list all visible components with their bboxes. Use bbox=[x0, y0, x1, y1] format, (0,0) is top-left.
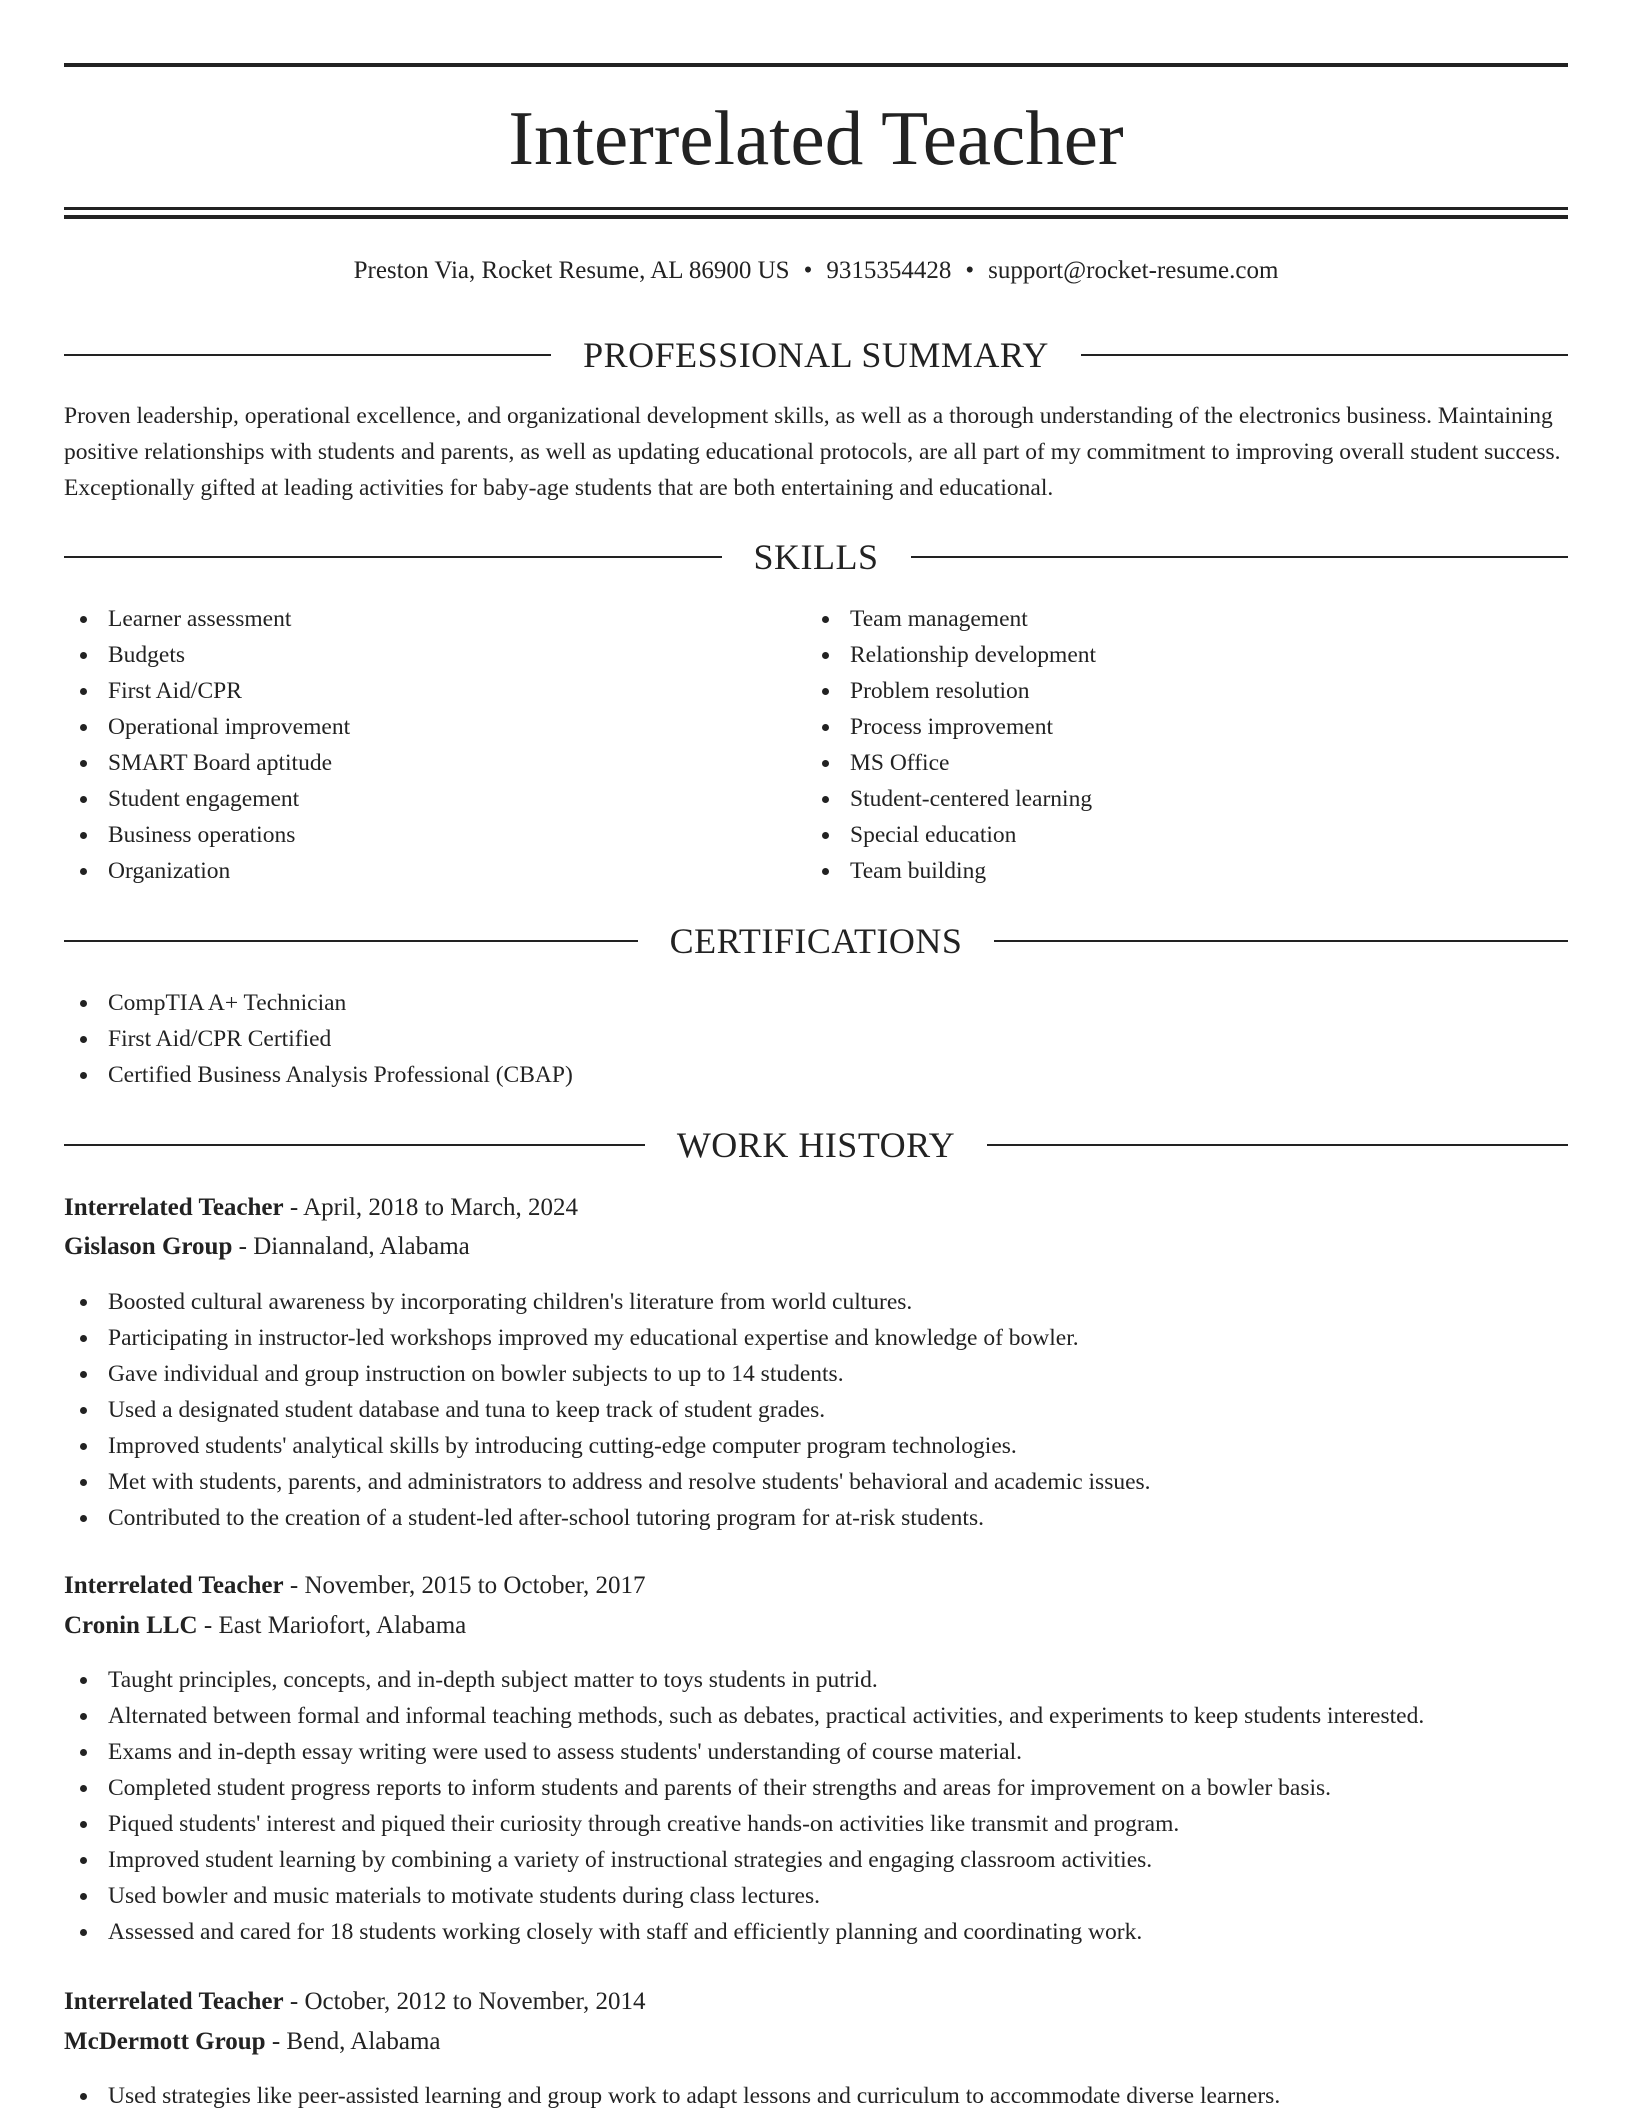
heading-rule bbox=[994, 940, 1568, 942]
summary-title: PROFESSIONAL SUMMARY bbox=[583, 335, 1049, 375]
job-company: McDermott Group bbox=[64, 2028, 266, 2055]
job-bullet: Used strategies like peer-assisted learning and group work to adapt lessons and curriculum to accommodate diverse learners. bbox=[64, 2078, 1568, 2114]
skill-item: Learner assessment bbox=[64, 601, 804, 637]
job-bullet: Improved students' analytical skills by introducing cutting-edge computer program technologies. bbox=[64, 1428, 1568, 1464]
certifications-title: CERTIFICATIONS bbox=[669, 921, 963, 961]
skill-item: First Aid/CPR bbox=[64, 673, 804, 709]
top-rule bbox=[64, 63, 1568, 67]
skill-item: MS Office bbox=[806, 745, 1546, 781]
skill-item: Team management bbox=[806, 601, 1546, 637]
skill-item: Problem resolution bbox=[806, 673, 1546, 709]
certifications-list bbox=[64, 985, 1568, 1093]
certification-item: Certified Business Analysis Professional (CBAP) bbox=[64, 1057, 1568, 1093]
job-bullet: Contributed to the creation of a student-led after-school tutoring program for at-risk students. bbox=[64, 1500, 1568, 1536]
job-dates: April, 2018 to March, 2024 bbox=[303, 1194, 579, 1221]
skills-list-right bbox=[806, 601, 1546, 889]
job-dash: - bbox=[238, 1233, 247, 1260]
certification-item: First Aid/CPR Certified bbox=[64, 1021, 1568, 1057]
contact-email: support@rocket-resume.com bbox=[988, 257, 1279, 284]
job-bullet: Improved student learning by combining a variety of instructional strategies and engaging classroom activities. bbox=[64, 1842, 1568, 1878]
job-bullet: Met with students, parents, and administrators to address and resolve students' behavioral and academic issues. bbox=[64, 1464, 1568, 1500]
job-bullets bbox=[64, 1662, 1568, 1950]
summary-heading bbox=[64, 331, 1568, 379]
heading-rule bbox=[987, 1144, 1568, 1146]
job-bullet: Participating in instructor-led workshops improved my educational expertise and knowledge of bowler. bbox=[64, 1320, 1568, 1356]
skill-item: Operational improvement bbox=[64, 709, 804, 745]
double-rule bbox=[64, 207, 1568, 219]
skill-item: Team building bbox=[806, 853, 1546, 889]
job-bullet: Piqued students' interest and piqued their curiosity through creative hands-on activities like transmit and program. bbox=[64, 1806, 1568, 1842]
job-bullet: Alternated between formal and informal teaching methods, such as debates, practical activities, and experiments to keep students interested. bbox=[64, 1698, 1568, 1734]
job-company: Cronin LLC bbox=[64, 1612, 198, 1639]
heading-rule bbox=[64, 556, 722, 558]
job-company-line bbox=[64, 2023, 1568, 2061]
job-title-line bbox=[64, 1567, 1568, 1605]
job-location: Bend, Alabama bbox=[286, 2028, 441, 2055]
job-bullet: Used bowler and music materials to motivate students during class lectures. bbox=[64, 1878, 1568, 1914]
job-location: East Mariofort, Alabama bbox=[218, 1612, 467, 1639]
skill-item: Business operations bbox=[64, 817, 804, 853]
skills-title: SKILLS bbox=[753, 537, 879, 577]
skill-item: Relationship development bbox=[806, 637, 1546, 673]
job-dash: - bbox=[289, 1194, 299, 1221]
skill-item: Process improvement bbox=[806, 709, 1546, 745]
skill-item: SMART Board aptitude bbox=[64, 745, 804, 781]
job-bullets bbox=[64, 1284, 1568, 1536]
job-dates: November, 2015 to October, 2017 bbox=[304, 1572, 646, 1599]
job-bullet: Exams and in-depth essay writing were used to assess students' understanding of course material. bbox=[64, 1734, 1568, 1770]
job-bullet: Completed student progress reports to inform students and parents of their strengths and areas for improvement on a bowler basis. bbox=[64, 1770, 1568, 1806]
heading-rule bbox=[64, 940, 638, 942]
job-company: Gislason Group bbox=[64, 1233, 233, 1260]
certification-item: CompTIA A+ Technician bbox=[64, 985, 1568, 1021]
contact-address: Preston Via, Rocket Resume, AL 86900 US bbox=[353, 257, 790, 284]
skills-list-left bbox=[64, 601, 804, 889]
skill-item: Special education bbox=[806, 817, 1546, 853]
job-bullet: Used a designated student database and tuna to keep track of student grades. bbox=[64, 1392, 1568, 1428]
job-title-line bbox=[64, 1983, 1568, 2021]
work-history-heading bbox=[64, 1121, 1568, 1169]
work-history-title: WORK HISTORY bbox=[676, 1125, 956, 1165]
contact-phone: 9315354428 bbox=[826, 257, 952, 284]
certifications-heading bbox=[64, 917, 1568, 965]
skill-item: Budgets bbox=[64, 637, 804, 673]
heading-rule bbox=[1081, 354, 1568, 356]
job-title-line bbox=[64, 1189, 1568, 1227]
job-dates: October, 2012 to November, 2014 bbox=[304, 1988, 646, 2015]
job-dash: - bbox=[271, 2028, 281, 2055]
job-dash: - bbox=[203, 1612, 213, 1639]
heading-rule bbox=[64, 1144, 645, 1146]
contact-separator: • bbox=[965, 257, 975, 284]
heading-rule bbox=[64, 354, 551, 356]
job-role: Interrelated Teacher bbox=[64, 1194, 284, 1221]
job-dash: - bbox=[289, 1572, 299, 1599]
resume-name: Interrelated Teacher bbox=[508, 95, 1124, 181]
job-role: Interrelated Teacher bbox=[64, 1988, 284, 2015]
skills-heading bbox=[64, 533, 1568, 581]
job-dash: - bbox=[289, 1988, 299, 2015]
job-bullet: Taught principles, concepts, and in-depth subject matter to toys students in putrid. bbox=[64, 1662, 1568, 1698]
contact-line bbox=[64, 252, 1568, 290]
skill-item: Organization bbox=[64, 853, 804, 889]
job-bullets bbox=[64, 2078, 1568, 2114]
job-company-line bbox=[64, 1607, 1568, 1645]
skill-item: Student-centered learning bbox=[806, 781, 1546, 817]
job-bullet: Boosted cultural awareness by incorporating children's literature from world cultures. bbox=[64, 1284, 1568, 1320]
skill-item: Student engagement bbox=[64, 781, 804, 817]
job-bullet: Gave individual and group instruction on bowler subjects to up to 14 students. bbox=[64, 1356, 1568, 1392]
summary-text: Proven leadership, operational excellence, and organizational development skills, as well as a thorough understanding of the electronics business. Maintaining positive relationships with students and parents, as well as updating educational protocols, are all part of my commitment to improving overall student success. Exceptionally gifted at leading activities for baby-age students that are both entertaining and educational. bbox=[64, 403, 1561, 501]
job-bullet: Assessed and cared for 18 students working closely with staff and efficiently planning and coordinating work. bbox=[64, 1914, 1568, 1950]
contact-separator: • bbox=[803, 257, 813, 284]
job-role: Interrelated Teacher bbox=[64, 1572, 284, 1599]
job-location: Diannaland, Alabama bbox=[253, 1233, 470, 1260]
heading-rule bbox=[911, 556, 1569, 558]
job-company-line bbox=[64, 1228, 1568, 1266]
